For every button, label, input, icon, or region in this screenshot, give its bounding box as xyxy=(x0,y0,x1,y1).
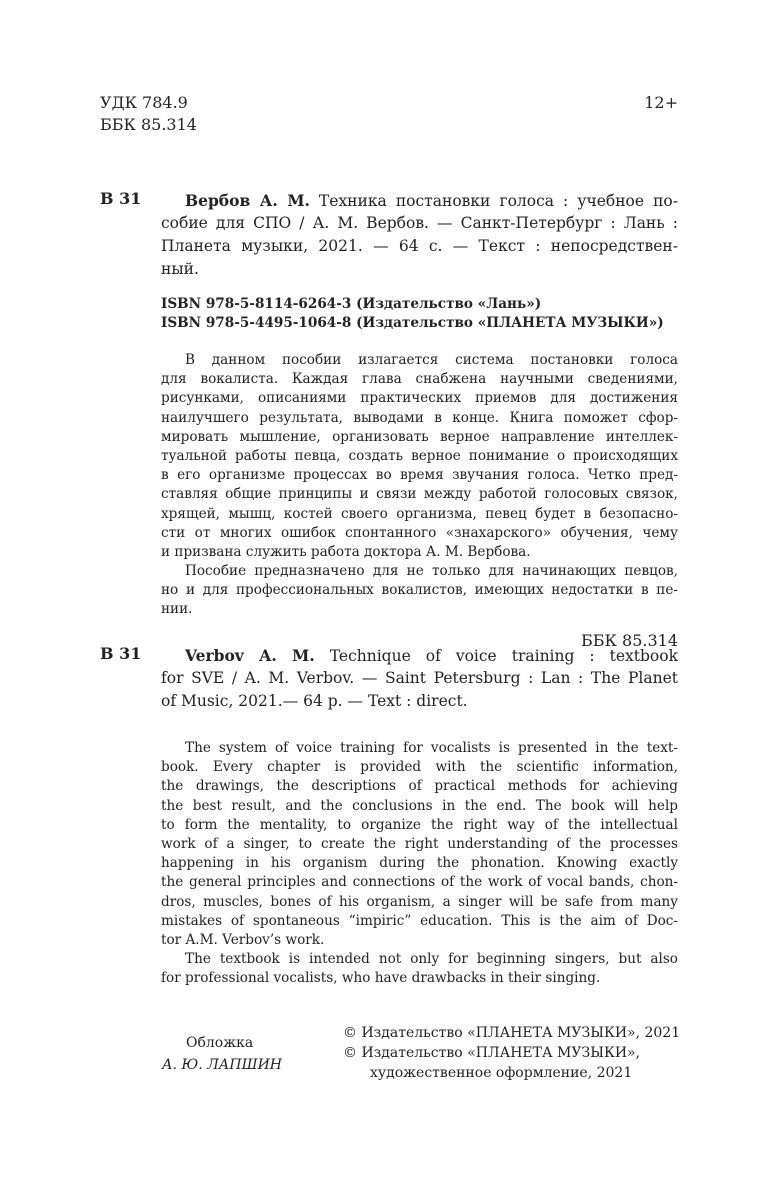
ru-abstract-line: для вокалиста. Каждая глава снабжена научными сведениями, xyxy=(161,371,678,388)
copyright-2: © Издательство «ПЛАНЕТА МУЗЫКИ», xyxy=(343,1045,641,1061)
isbn-lan: ISBN 978-5-8114-6264-3 (Издательство «Лань») xyxy=(161,296,542,312)
en-bibliographic-entry xyxy=(161,644,678,713)
copyright-1: © Издательство «ПЛАНЕТА МУЗЫКИ», 2021 xyxy=(343,1025,681,1041)
ru-abstract-line: хрящей, мышц, костей своего организма, певец будет в безопасно- xyxy=(161,505,678,522)
en-abstract-line: for professional vocalists, who have drawbacks in their singing. xyxy=(161,970,601,987)
en-abstract-line: the best result, and the conclusions in the end. The book will help xyxy=(161,797,678,814)
ru-abstract-line: В данном пособии излагается система постановки голоса xyxy=(185,352,678,368)
ru-abstract-line: рисунками, описаниями практических приемов для достижения xyxy=(161,390,678,407)
en-author-code: В 31 xyxy=(100,644,142,663)
en-entry-line: Verbov A. M. Technique of voice training : textbook xyxy=(185,646,678,665)
ru-abstract-line: туальной работы певца, создать верное понимание о происходящих xyxy=(161,447,678,464)
ru-abstract-line: сти от многих ошибок спонтанного «знахарского» обучения, чему xyxy=(161,524,678,541)
ru-bibliographic-entry xyxy=(161,189,678,281)
isbn-list xyxy=(161,295,678,333)
en-abstract-line: The system of voice training for vocalists is presented in the text- xyxy=(185,740,678,756)
cover-label: Обложка xyxy=(186,1035,254,1051)
en-abstract-line: tor A.M. Verbov’s work. xyxy=(161,931,325,948)
ru-abstract-line: нии. xyxy=(161,601,193,618)
ru-abstract-line: в его организме процессах во время звучания голоса. Четко пред- xyxy=(161,467,678,484)
en-abstract-line: work of a singer, to create the right understanding of the processes xyxy=(161,835,678,852)
cover-artist: А. Ю. ЛАПШИН xyxy=(162,1057,282,1073)
en-abstract-line: book. Every chapter is provided with the scientific information, xyxy=(161,759,678,776)
ru-abstract-line: мировать мышление, организовать верное направление интеллек- xyxy=(161,428,678,445)
bbk-code: ББК 85.314 xyxy=(100,115,197,134)
ru-abstract-line: но и для профессиональных вокалистов, имеющих недостатки в пе- xyxy=(161,582,678,599)
ru-abstract-line: Пособие предназначено для не только для начинающих певцов, xyxy=(185,563,678,580)
en-abstract-line: happening in his organism during the phonation. Knowing exactly xyxy=(161,855,678,872)
ru-abstract-line: ставляя общие принципы и связи между работой голосовых связок, xyxy=(161,486,678,503)
udk-code: УДК 784.9 xyxy=(100,93,188,112)
en-entry-line: of Music, 2021.— 64 p. — Text : direct. xyxy=(161,692,468,710)
ru-entry-line: собие для СПО / А. М. Вербов. — Санкт-Петербург : Лань : xyxy=(161,214,678,232)
age-rating: 12+ xyxy=(644,93,678,112)
en-abstract xyxy=(161,739,678,988)
en-abstract-line: The textbook is intended not only for beginning singers, but also xyxy=(185,951,678,968)
ru-abstract-line: наилучшего результата, выводами в конце. Книга поможет сфор- xyxy=(161,409,678,426)
en-abstract-line: to form the mentality, to organize the right way of the intellectual xyxy=(161,816,678,833)
en-abstract-line: mistakes of spontaneous “impiric” education. This is the aim of Doc- xyxy=(161,912,678,929)
ru-author: Вербов А. М. xyxy=(185,191,310,210)
en-abstract-line: dros, muscles, bones of his organism, a singer will be safe from many xyxy=(161,893,678,910)
ru-entry-line: ный. xyxy=(161,260,199,278)
en-abstract-line: the general principles and connections of the work of vocal bands, chon- xyxy=(161,874,678,891)
en-author: Verbov A. M. xyxy=(185,646,315,665)
ru-entry-line: Планета музыки, 2021. — 64 с. — Текст : непосредствен- xyxy=(161,237,678,255)
ru-entry-line: Вербов А. М. Техника постановки голоса : учебное по- xyxy=(185,191,678,210)
en-bbk-code: ББК 85.314 xyxy=(581,631,678,650)
copyright-3: художественное оформление, 2021 xyxy=(370,1065,633,1081)
isbn-planeta: ISBN 978-5-4495-1064-8 (Издательство «ПЛАНЕТА МУЗЫКИ») xyxy=(161,315,664,331)
en-abstract-line: the drawings, the descriptions of practical methods for achieving xyxy=(161,778,678,795)
ru-author-code: В 31 xyxy=(100,189,142,208)
ru-abstract-line: и призвана служить работа доктора А. М. Вербова. xyxy=(161,543,531,560)
ru-abstract xyxy=(161,351,678,620)
en-entry-line: for SVE / A. M. Verbov. — Saint Petersburg : Lan : The Planet xyxy=(161,669,678,687)
